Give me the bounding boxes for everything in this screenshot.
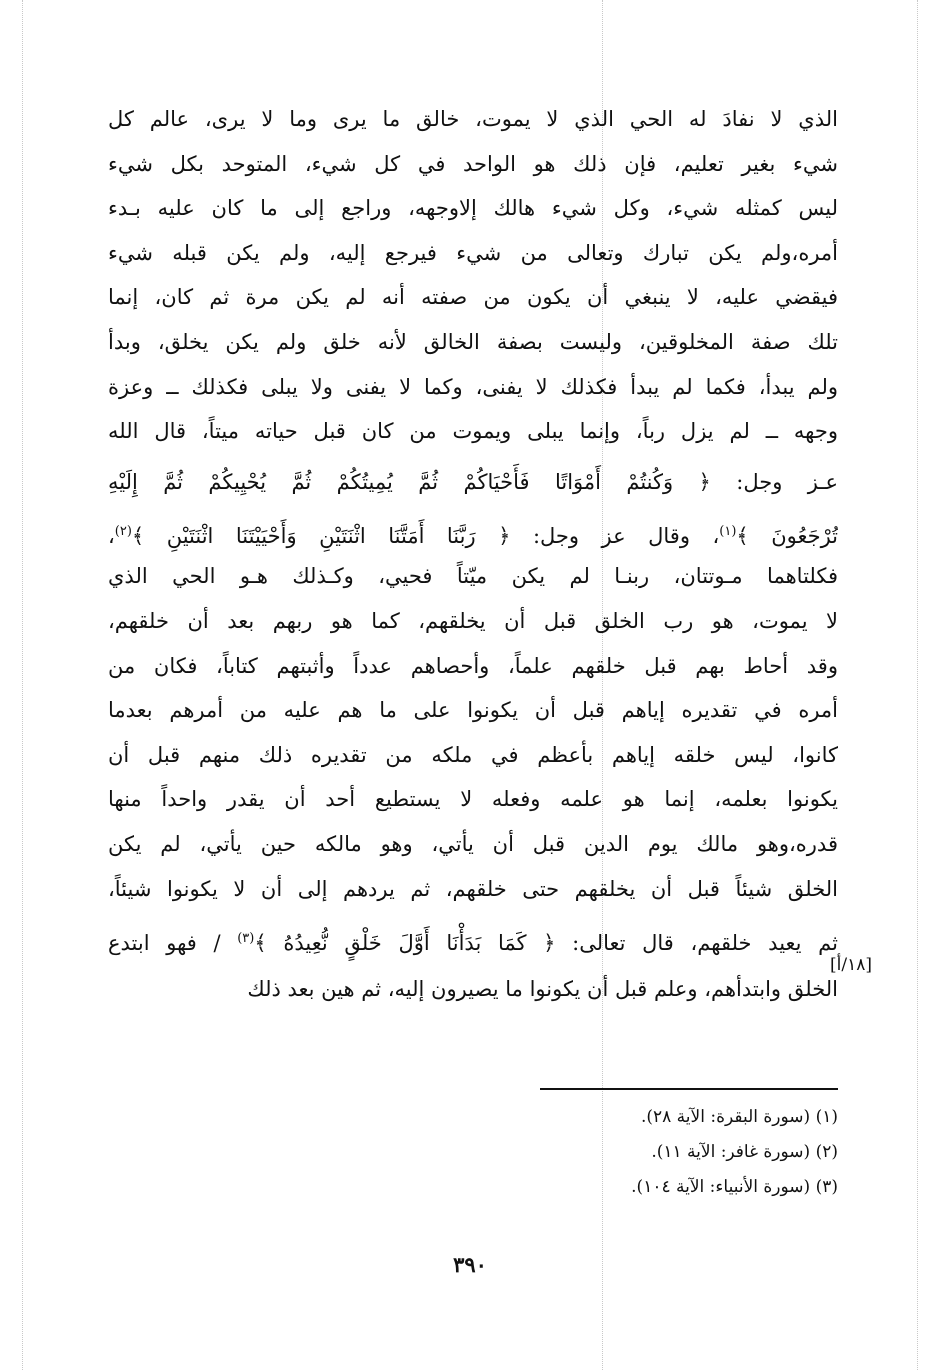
scan-guide-dots bbox=[917, 0, 918, 1370]
text-line: شيء بغير تعليم، فإن ذلك هو الواحد في كل شيء، المتوحد بكل شيء bbox=[108, 151, 838, 176]
text-continuation: / فهو ابتدع bbox=[108, 931, 221, 956]
footnote: (٢) (سورة غافر: الآية ١١). bbox=[651, 1142, 838, 1162]
text-line: الذي لا نفادَ له الحي الذي لا يموت، خالق ما يرى وما لا يرى، عالم كل bbox=[108, 107, 838, 131]
text-line: فيقضي عليه، لا ينبغي أن يكون من صفته أنه لم يكن مرة ثم كان، إنما bbox=[108, 285, 838, 310]
footnote-marker: (١) bbox=[719, 523, 737, 539]
text-line: أمره في تقديره إياهم قبل أن يكونوا على ما هم عليه من أمرهم بعدما bbox=[108, 698, 838, 723]
quran-quote-line bbox=[108, 510, 838, 555]
page-number: ٣٩٠ bbox=[453, 1252, 487, 1277]
quote-intro: ثم يعيد خلقهم، قال تعالى: bbox=[572, 931, 838, 956]
quran-verse: ﴿ وَكُنتُمْ أَمْوَاتًا فَأَحْيَاكُمْ ثُمَّ يُمِيتُكُمْ ثُمَّ يُحْيِيكُمْ ثُمَّ إِلَيْهِ bbox=[108, 469, 711, 494]
quran-verse: ﴿ كَمَا بَدَأْنَا أَوَّلَ خَلْقٍ نُّعِيدُهُ ﴾ bbox=[254, 931, 556, 956]
text-line: وقد أحاط بهم قبل خلقهم علماً، وأحصاهم عدداً وأثبتهم كتاباً، فكان من bbox=[108, 653, 838, 678]
quran-quote-line bbox=[108, 454, 838, 510]
footnotes bbox=[420, 1100, 838, 1205]
footnote-separator bbox=[540, 1088, 838, 1090]
text-line: لا يموت، هو رب الخلق قبل أن يخلقهم، كما هو ربهم بعد أن خلقهم، bbox=[108, 608, 838, 633]
text-line: يكونوا بعلمه، إنما هو علمه وفعله لا يستطيع أحد أن يقدر واحداً منها bbox=[108, 787, 838, 812]
punctuation: ، bbox=[108, 523, 115, 548]
text-line: الخلق وابتدأهم، وعلم قبل أن يكونوا ما يصيرون إليه، ثم هين بعد ذلك bbox=[247, 977, 838, 1002]
footnote: (٣) (سورة الأنبياء: الآية ١٠٤). bbox=[631, 1177, 838, 1197]
quran-verse: تُرْجَعُونَ ﴾ bbox=[736, 523, 838, 548]
text-line: تلك صفة المخلوقين، وليست بصفة الخالق لأنه خلق ولم يكن يخلق، وبدأ bbox=[108, 329, 838, 354]
text-line: ولم يبدأ، فكما لم يبدأ فكذلك لا يفنى، وكما لا يفنى ولا يبلى فكذلك ــ وعزة bbox=[108, 374, 838, 399]
footnote: (١) (سورة البقرة: الآية ٢٨). bbox=[640, 1107, 838, 1127]
text-line: الخلق شيئاً قبل أن يخلقهم حتى خلقهم، ثم يردهم إلى أن لا يكونوا شيئاً، bbox=[108, 876, 838, 901]
text-line: ليس كمثله شيء، وكل شيء هالك إلاوجهه، وراجع إلى ما كان عليه بـدء bbox=[108, 196, 838, 221]
quran-quote-line bbox=[108, 911, 838, 967]
footnote-marker: (٣) bbox=[237, 931, 255, 947]
scan-guide-dots bbox=[22, 0, 23, 1370]
quote-intro: ، وقال عز وجل: bbox=[532, 523, 720, 548]
manuscript-folio-marker: [١٨/أ] bbox=[830, 955, 872, 975]
text-line: كانوا، ليس خلقه إياهم بأعظم في ملكه من تقديره ذلك منهم قبل أن bbox=[108, 742, 838, 767]
text-line: أمره،ولم يكن تبارك وتعالى من شيء فيرجع إليه، ولم يكن قبله شيء bbox=[108, 240, 838, 265]
quote-intro: عـز وجل: bbox=[736, 469, 838, 494]
footnote-marker: (٢) bbox=[114, 523, 132, 539]
text-line: وجهه ــ لم يزل رباً، وإنما يبلى ويموت من كان قبل حياته ميتاً، قال الله bbox=[108, 419, 838, 444]
text-line: فكلتاهما مـوتتان، ربنـا لم يكن ميّتاً فحيي، وكـذلك هـو الحي الذي bbox=[108, 564, 838, 589]
quran-verse: ﴿ رَبَّنَا أَمَتَّنَا اثْنَتَيْنِ وَأَحْيَيْتَنَا اثْنَتَيْنِ ﴾ bbox=[131, 523, 511, 548]
text-line: قدره،وهو مالك يوم الدين قبل أن يأتي، وهو مالكه حين يأتي، لم يكن bbox=[108, 831, 838, 856]
main-text bbox=[108, 97, 838, 1012]
